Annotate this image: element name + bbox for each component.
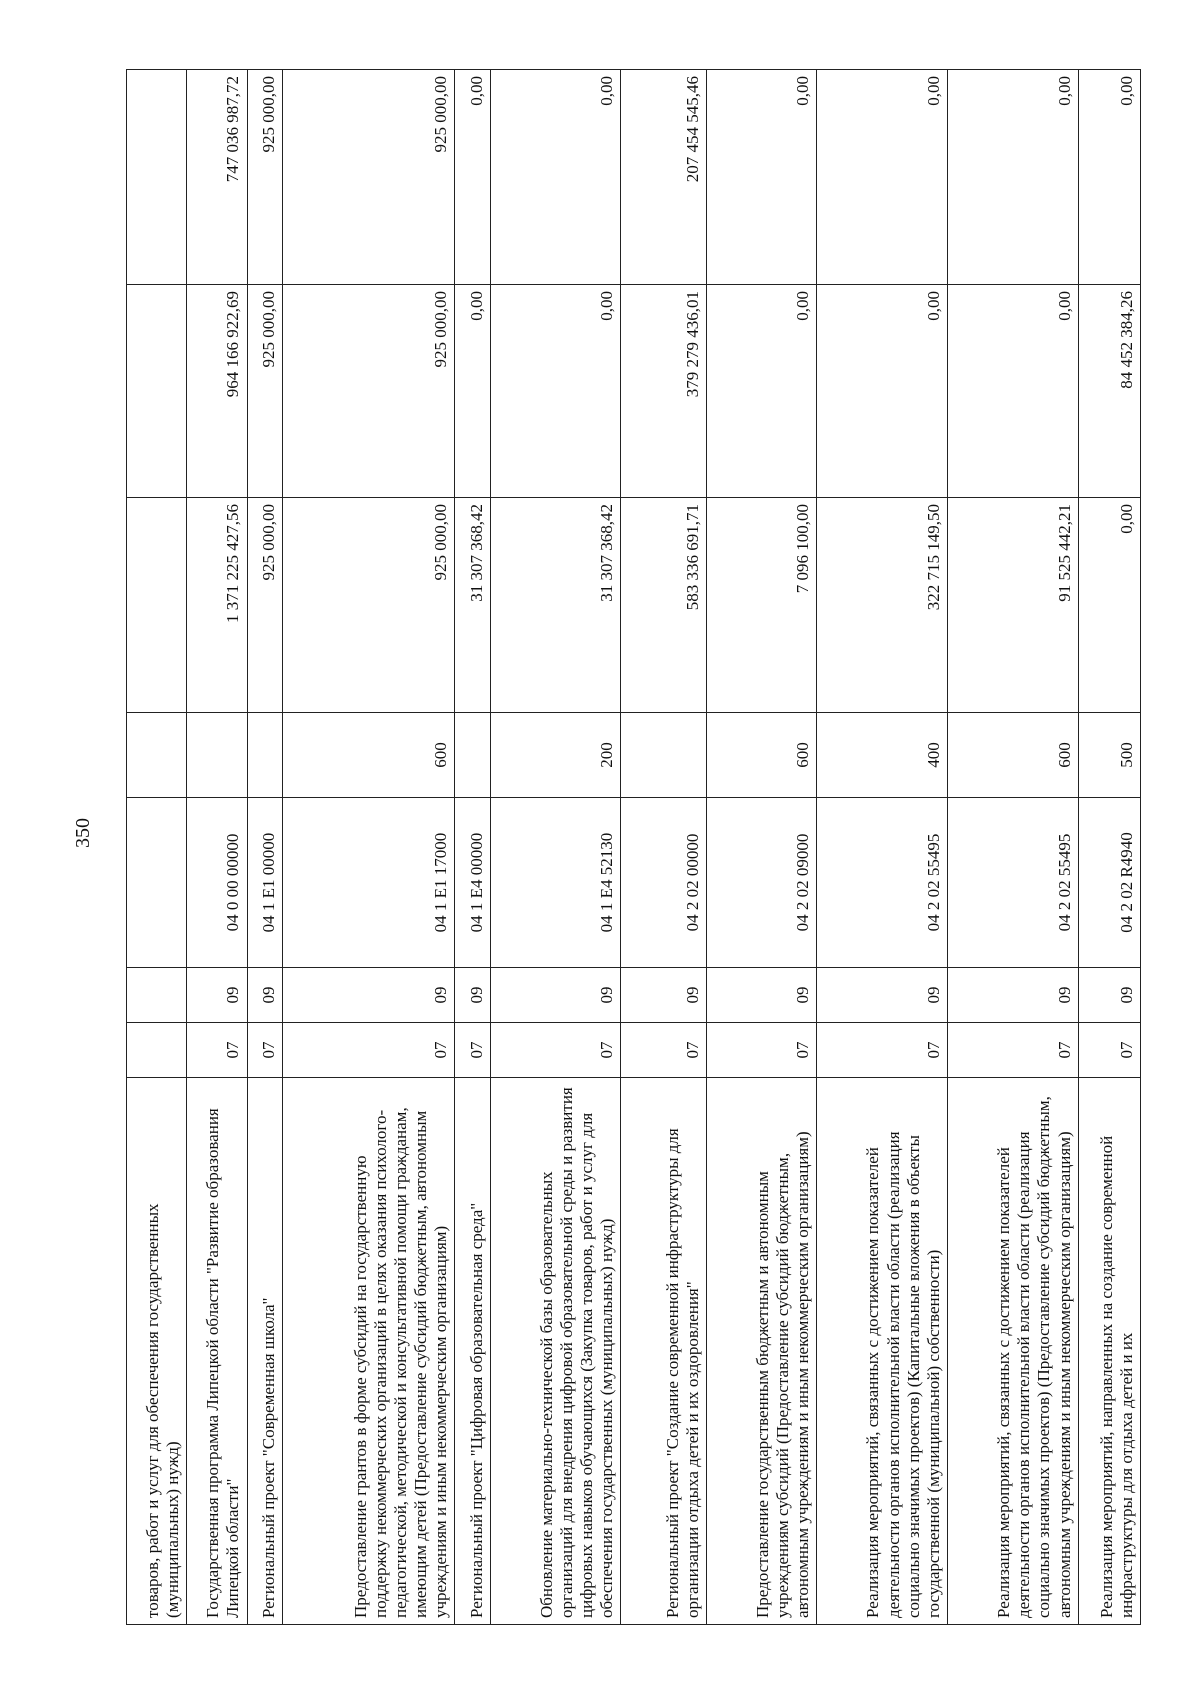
table-row [490, 70, 621, 1625]
table-body [127, 70, 1141, 1625]
row-expense-type: 600 [706, 713, 816, 798]
row-sum-2: 379 279 436,01 [621, 285, 706, 498]
table-row [816, 70, 947, 1625]
row-sum-1: 7 096 100,00 [706, 498, 816, 713]
row-section: 07 [1078, 1023, 1140, 1078]
row-expense-type: 200 [490, 713, 621, 798]
row-target-item: 04 2 02 09000 [706, 798, 816, 968]
row-section: 07 [247, 1023, 282, 1078]
row-name: Региональный проект "Цифровая образовательная среда" [455, 1078, 490, 1625]
row-subsection: 09 [706, 968, 816, 1023]
row-sum-3: 207 454 545,46 [621, 70, 706, 285]
row-sum-2: 925 000,00 [282, 285, 454, 498]
row-subsection: 09 [247, 968, 282, 1023]
table-row [455, 70, 490, 1625]
table-row [282, 70, 454, 1625]
row-sum-1: 322 715 149,50 [816, 498, 947, 713]
table-row [247, 70, 282, 1625]
row-subsection: 09 [490, 968, 621, 1023]
row-subsection: 09 [282, 968, 454, 1023]
row-name: Государственная программа Липецкой области "Развитие образования Липецкой области" [187, 1078, 247, 1625]
row-expense-type [187, 713, 247, 798]
row-target-item: 04 1 E4 00000 [455, 798, 490, 968]
row-subsection: 09 [455, 968, 490, 1023]
row-sum-2: 0,00 [455, 285, 490, 498]
row-section: 07 [282, 1023, 454, 1078]
row-name: товаров, работ и услуг для обеспечения государственных (муниципальных) нужд) [127, 1078, 187, 1625]
row-target-item: 04 2 02 R4940 [1078, 798, 1140, 968]
row-expense-type: 600 [282, 713, 454, 798]
row-section: 07 [455, 1023, 490, 1078]
row-sum-1: 925 000,00 [247, 498, 282, 713]
row-sum-1: 0,00 [1078, 498, 1140, 713]
row-target-item [127, 798, 187, 968]
page-number: 350 [72, 818, 94, 848]
row-sum-1: 91 525 442,21 [947, 498, 1078, 713]
table-row [1078, 70, 1140, 1625]
row-target-item: 04 1 E4 52130 [490, 798, 621, 968]
row-target-item: 04 1 E1 17000 [282, 798, 454, 968]
row-sum-2: 0,00 [947, 285, 1078, 498]
row-section: 07 [706, 1023, 816, 1078]
row-sum-3: 0,00 [816, 70, 947, 285]
row-sum-3: 0,00 [455, 70, 490, 285]
row-expense-type [621, 713, 706, 798]
row-sum-2: 0,00 [706, 285, 816, 498]
row-target-item: 04 2 02 00000 [621, 798, 706, 968]
table-row [127, 70, 187, 1625]
row-expense-type: 600 [947, 713, 1078, 798]
row-sum-3: 925 000,00 [282, 70, 454, 285]
row-name: Региональный проект "Создание современной инфраструктуры для организации отдыха детей и их оздоровления" [621, 1078, 706, 1625]
row-section: 07 [947, 1023, 1078, 1078]
row-sum-2: 925 000,00 [247, 285, 282, 498]
table-row [621, 70, 706, 1625]
row-name: Реализация мероприятий, направленных на создание современной инфраструктуры для отдыха детей и их [1078, 1078, 1140, 1625]
row-sum-2: 0,00 [490, 285, 621, 498]
row-name: Обновление материально-технической базы образовательных организаций для внедрения цифровой образовательной среды и развития цифровых навыков обучающихся (Закупка товаров, работ и услуг для обеспечения государственных (муниципальных) нужд) [490, 1078, 621, 1625]
row-sum-3: 0,00 [1078, 70, 1140, 285]
row-target-item: 04 2 02 55495 [816, 798, 947, 968]
row-section: 07 [490, 1023, 621, 1078]
row-expense-type [455, 713, 490, 798]
row-sum-2: 84 452 384,26 [1078, 285, 1140, 498]
row-subsection [127, 968, 187, 1023]
row-name: Региональный проект "Современная школа" [247, 1078, 282, 1625]
row-name: Реализация мероприятий, связанных с достижением показателей деятельности органов исполнительной власти области (реализация социально значимых проектов) (Предоставление субсидий бюджетным, автономным учреждениям и иным некоммерческим организациям) [947, 1078, 1078, 1625]
table-row [187, 70, 247, 1625]
row-subsection: 09 [187, 968, 247, 1023]
row-name: Реализация мероприятий, связанных с достижением показателей деятельности органов исполнительной власти области (реализация социально значимых проектов) (Капитальные вложения в объекты государственной (муниципальной) собственности) [816, 1078, 947, 1625]
row-expense-type: 500 [1078, 713, 1140, 798]
row-name: Предоставление государственным бюджетным и автономным учреждениям субсидий (Предоставление субсидий бюджетным, автономным учреждениям и иным некоммерческим организациям) [706, 1078, 816, 1625]
row-sum-1: 1 371 225 427,56 [187, 498, 247, 713]
row-target-item: 04 2 02 55495 [947, 798, 1078, 968]
rotated-page-content [126, 70, 1141, 1625]
row-name: Предоставление грантов в форме субсидий на государственную поддержку некоммерческих организаций в целях оказания психолого-педагогической, методической и консультативной помощи гражданам, имеющим детей (Предоставление субсидий бюджетным, автономным учреждениям и иным некоммерческим организациям) [282, 1078, 454, 1625]
row-sum-1: 925 000,00 [282, 498, 454, 713]
row-subsection: 09 [621, 968, 706, 1023]
row-section: 07 [187, 1023, 247, 1078]
row-sum-3 [127, 70, 187, 285]
row-sum-3: 0,00 [490, 70, 621, 285]
row-section [127, 1023, 187, 1078]
row-sum-2: 0,00 [816, 285, 947, 498]
row-sum-3: 925 000,00 [247, 70, 282, 285]
row-sum-3: 747 036 987,72 [187, 70, 247, 285]
row-subsection: 09 [1078, 968, 1140, 1023]
row-sum-1: 31 307 368,42 [490, 498, 621, 713]
row-section: 07 [816, 1023, 947, 1078]
row-sum-3: 0,00 [947, 70, 1078, 285]
row-expense-type: 400 [816, 713, 947, 798]
row-sum-1 [127, 498, 187, 713]
row-subsection: 09 [816, 968, 947, 1023]
row-expense-type [127, 713, 187, 798]
table-row [706, 70, 816, 1625]
row-target-item: 04 0 00 00000 [187, 798, 247, 968]
row-sum-1: 583 336 691,71 [621, 498, 706, 713]
table-row [947, 70, 1078, 1625]
row-section: 07 [621, 1023, 706, 1078]
row-target-item: 04 1 E1 00000 [247, 798, 282, 968]
row-subsection: 09 [947, 968, 1078, 1023]
row-sum-2: 964 166 922,69 [187, 285, 247, 498]
row-sum-2 [127, 285, 187, 498]
row-sum-1: 31 307 368,42 [455, 498, 490, 713]
row-sum-3: 0,00 [706, 70, 816, 285]
row-expense-type [247, 713, 282, 798]
budget-table [126, 69, 1141, 1625]
